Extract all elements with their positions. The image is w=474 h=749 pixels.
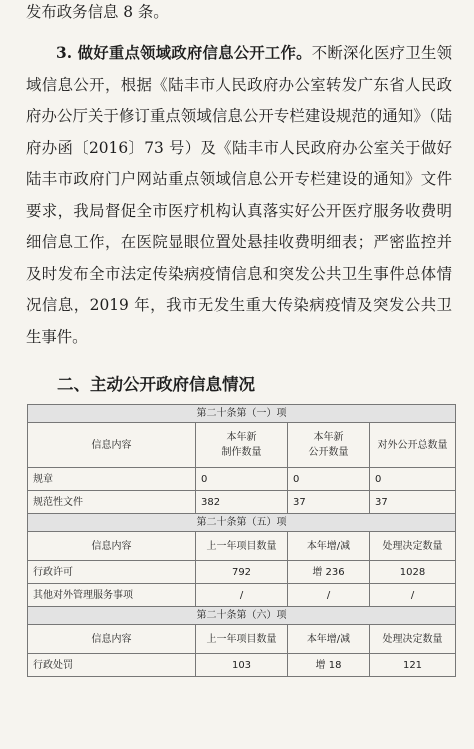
row-label: 其他对外管理服务事项 — [28, 584, 196, 607]
header-cell: 上一年项目数量 — [196, 625, 288, 654]
header-cell: 信息内容 — [28, 625, 196, 654]
section-5-title: 第二十条第（五）项 — [28, 514, 456, 532]
section-1-title: 第二十条第（一）项 — [28, 405, 456, 423]
header-cell: 上一年项目数量 — [196, 532, 288, 561]
cell-value: 0 — [196, 468, 288, 491]
section-6-title: 第二十条第（六）项 — [28, 607, 456, 625]
header-cell: 对外公开总数量 — [370, 423, 456, 468]
cell-value: 0 — [288, 468, 370, 491]
row-label: 行政处罚 — [28, 654, 196, 677]
table-row — [28, 491, 456, 514]
table-header-row — [28, 532, 456, 561]
cell-value: 382 — [196, 491, 288, 514]
cell-value: 103 — [196, 654, 288, 677]
paragraph-3 — [26, 38, 452, 353]
row-label: 规章 — [28, 468, 196, 491]
cell-value: 792 — [196, 561, 288, 584]
table-row — [28, 654, 456, 677]
cell-value: 37 — [370, 491, 456, 514]
cell-value: 121 — [370, 654, 456, 677]
header-cell: 信息内容 — [28, 532, 196, 561]
header-cell: 本年增/减 — [288, 532, 370, 561]
cell-value: 增 18 — [288, 654, 370, 677]
header-cell: 信息内容 — [28, 423, 196, 468]
cell-value: / — [288, 584, 370, 607]
header-cell: 本年新 制作数量 — [196, 423, 288, 468]
header-cell: 本年增/减 — [288, 625, 370, 654]
cell-value: 0 — [370, 468, 456, 491]
info-disclosure-table — [27, 404, 456, 677]
cell-value: 37 — [288, 491, 370, 514]
table-row — [28, 561, 456, 584]
row-label: 行政许可 — [28, 561, 196, 584]
paragraph-3-body: 不断深化医疗卫生领域信息公开，根据《陆丰市人民政府办公室转发广东省人民政府办公厅关于修订重点领域信息公开专栏建设规范的通知》（陆府办函〔2016〕73 号）及《陆丰市人民政府办公室关于做好陆丰市政府门户网站重点领域信息公开专栏建设的通知》文件要求，我局督促全市医疗机构认真落实好公开医疗服务收费明细信息工作，在医院显眼位置处悬挂收费明细表；严密监控并及时发布全市法定传染病疫情信息和突发公共卫生事件总体情况信息，2019 年，我市无发生重大传染病疫情及突发公共卫生事件。 — [26, 44, 452, 346]
table-section-header — [28, 405, 456, 423]
section-title: 二、主动公开政府信息情况 — [57, 375, 255, 394]
intro-line: 发布政务信息 8 条。 — [26, 3, 169, 21]
header-cell: 处理决定数量 — [370, 625, 456, 654]
row-label: 规范性文件 — [28, 491, 196, 514]
cell-value: / — [196, 584, 288, 607]
cell-value: / — [370, 584, 456, 607]
header-cell: 本年新 公开数量 — [288, 423, 370, 468]
cell-value: 增 236 — [288, 561, 370, 584]
table-section-header — [28, 514, 456, 532]
table-header-row — [28, 423, 456, 468]
table-section-header — [28, 607, 456, 625]
table-header-row — [28, 625, 456, 654]
cell-value: 1028 — [370, 561, 456, 584]
table-row — [28, 584, 456, 607]
table-row — [28, 468, 456, 491]
header-cell: 处理决定数量 — [370, 532, 456, 561]
paragraph-3-heading: 3. 做好重点领域政府信息公开工作。 — [56, 44, 312, 62]
